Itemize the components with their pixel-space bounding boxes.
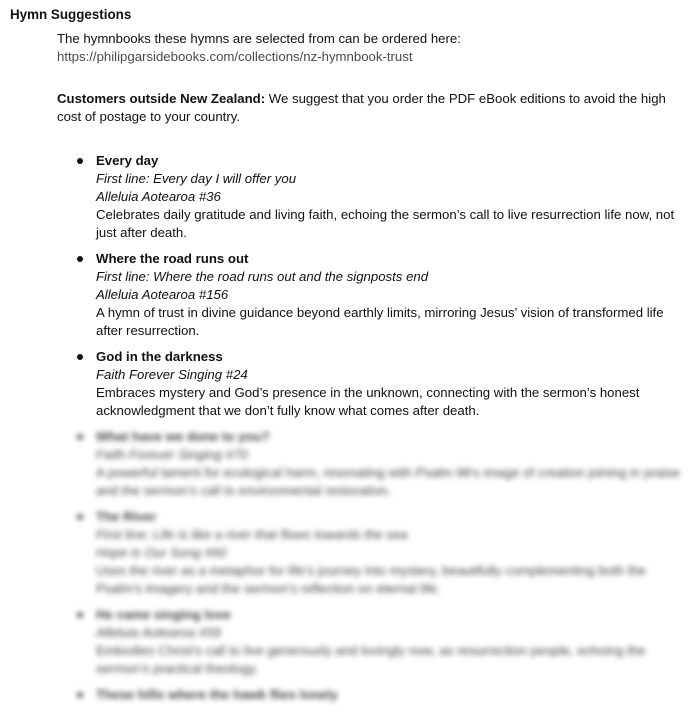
hymn-list [0, 152, 700, 712]
customers-note [57, 90, 687, 126]
hymn-item [0, 606, 700, 678]
hymn-title: Where the road runs out [96, 251, 249, 266]
hymn-first-line: First line: Every day I will offer you [96, 171, 297, 186]
hymn-title: Every day [96, 153, 159, 168]
intro-text: The hymnbooks these hymns are selected from can be ordered here: [57, 31, 461, 46]
hymn-description: Embraces mystery and God’s presence in the unknown, connecting with the sermon’s honest acknowledgment that we don’t fully know what comes after death. [96, 385, 640, 418]
hymn-source: Alleluia Aotearoa #36 [96, 189, 221, 204]
hymn-item [0, 508, 700, 598]
bullet-icon [77, 354, 83, 360]
hymn-title: God in the darkness [96, 349, 223, 364]
hymn-item [0, 428, 700, 500]
hymn-title: The River [96, 509, 157, 524]
hymn-description: Celebrates daily gratitude and living faith, echoing the sermon’s call to live resurrection life now, not just after death. [96, 207, 675, 240]
hymn-first-line: First line: Where the road runs out and the signposts end [96, 269, 429, 284]
hymn-source: Faith Forever Singing #24 [96, 367, 248, 382]
hymn-item [0, 348, 700, 420]
hymn-source: Alleluia Aotearoa #59 [96, 625, 221, 640]
bullet-icon [77, 612, 83, 618]
bullet-icon [77, 514, 83, 520]
bullet-icon [77, 434, 83, 440]
hymn-description: A hymn of trust in divine guidance beyond earthly limits, mirroring Jesus’ vision of transformed life after resurrection. [96, 305, 664, 338]
hymn-description: Uses the river as a metaphor for life’s journey into mystery, beautifully complementing both the Psalm’s imagery and the sermon’s reflection on eternal life. [96, 563, 646, 596]
hymn-item [0, 686, 700, 704]
hymn-description: A powerful lament for ecological harm, resonating with Psalm 98’s image of creation joining in praise and the sermon’s call to environmental restoration. [96, 465, 680, 498]
customers-text: We suggest that you order the PDF eBook editions to avoid the high cost of postage to your country. [57, 91, 666, 124]
hymn-title: What have we done to you? [96, 429, 270, 444]
hymn-item [0, 152, 700, 242]
hymn-description: Embodies Christ’s call to live generously and lovingly now, as resurrection people, echoing the sermon’s practical theology. [96, 643, 646, 676]
hymn-first-line: First line: Life is like a river that flows towards the sea [96, 527, 408, 542]
customers-lead: Customers outside New Zealand: [57, 91, 266, 106]
hymn-title: He came singing love [96, 607, 231, 622]
hymnbook-link[interactable]: https://philipgarsidebooks.com/collections/nz-hymnbook-trust [57, 49, 413, 64]
hymn-source: Hope is Our Song #60 [96, 545, 227, 560]
document-title: Hymn Suggestions [10, 7, 132, 22]
bullet-icon [77, 692, 83, 698]
hymn-source: Alleluia Aotearoa #156 [96, 287, 229, 302]
hymn-item [0, 250, 700, 340]
intro-paragraph [57, 30, 687, 66]
hymn-title: These hills where the hawk flies lonely [96, 687, 338, 702]
bullet-icon [77, 158, 83, 164]
bullet-icon [77, 256, 83, 262]
hymn-source: Faith Forever Singing #70 [96, 447, 248, 462]
